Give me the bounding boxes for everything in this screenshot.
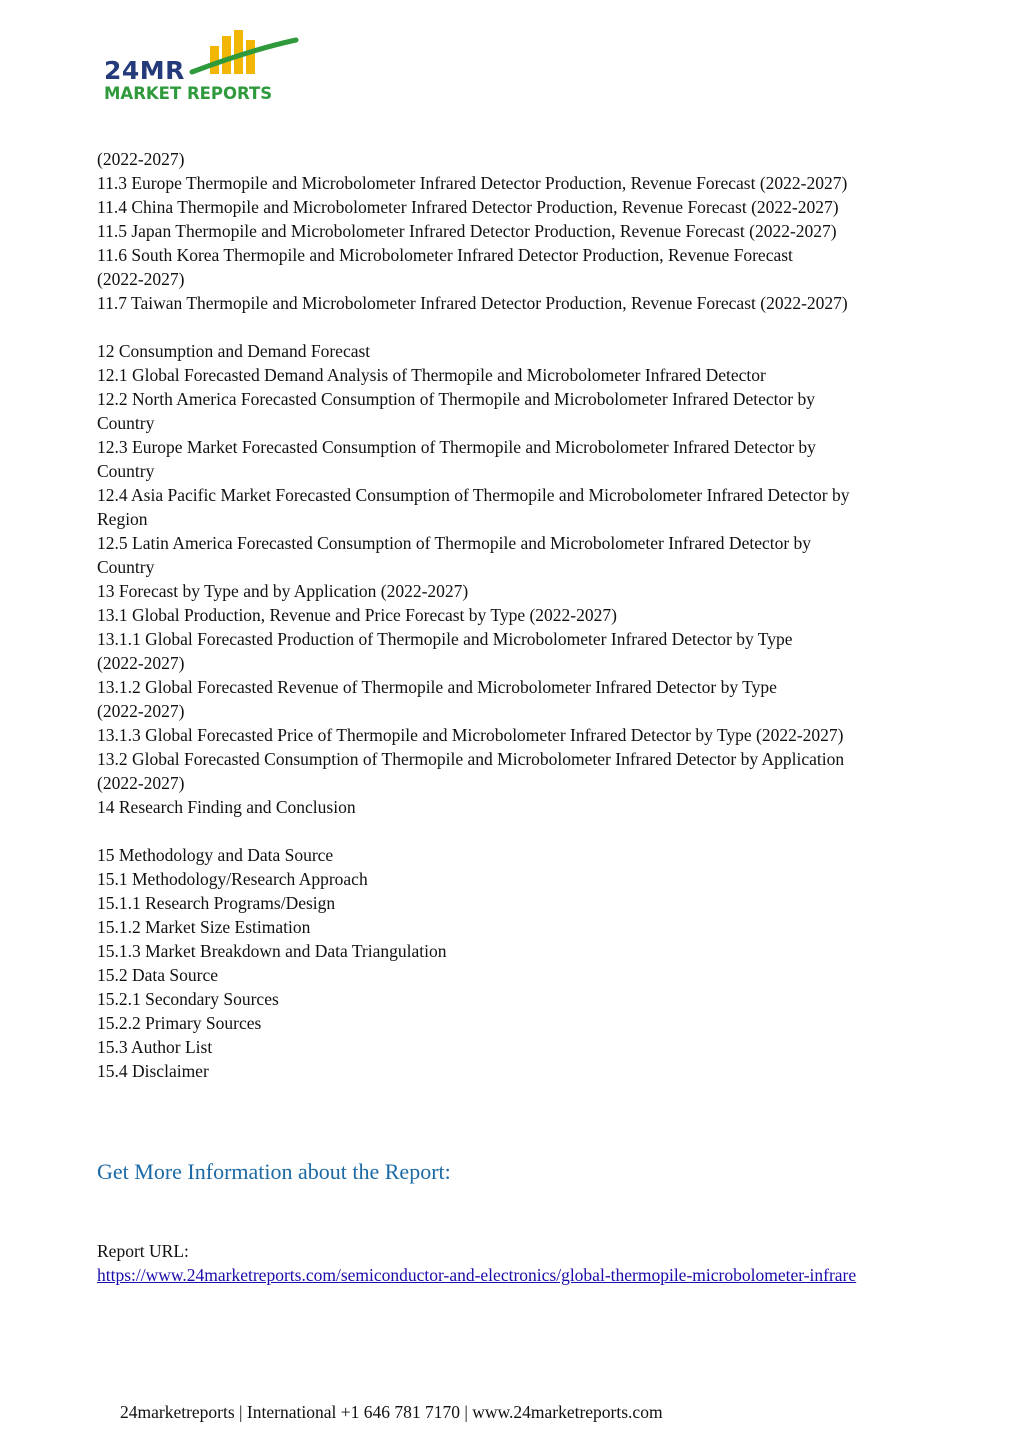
toc-line: 13.1.3 Global Forecasted Price of Thermopile and Microbolometer Infrared Detector by Type (2022-2027) xyxy=(97,725,844,745)
toc-line: (2022-2027) xyxy=(97,653,185,673)
logo-tagline-text: MARKET REPORTS xyxy=(104,84,273,103)
toc-line: (2022-2027) xyxy=(97,773,185,793)
toc-line: 12.1 Global Forecasted Demand Analysis of Thermopile and Microbolometer Infrared Detector xyxy=(97,365,766,385)
toc-line: 13 Forecast by Type and by Application (2022-2027) xyxy=(97,581,469,601)
toc-line: 15.1.2 Market Size Estimation xyxy=(97,917,311,937)
toc-line: 11.6 South Korea Thermopile and Microbolometer Infrared Detector Production, Revenue Forecast xyxy=(97,245,793,265)
toc-line: 15.1.3 Market Breakdown and Data Triangulation xyxy=(97,941,447,961)
toc-line: 13.1 Global Production, Revenue and Price Forecast by Type (2022-2027) xyxy=(97,605,617,625)
toc-line: 15.2.2 Primary Sources xyxy=(97,1013,262,1033)
toc-block xyxy=(97,339,927,819)
toc-line: 15.4 Disclaimer xyxy=(97,1061,209,1081)
report-url-label: Report URL: xyxy=(97,1241,189,1261)
toc-line: 13.2 Global Forecasted Consumption of Thermopile and Microbolometer Infrared Detector by Application xyxy=(97,749,845,769)
toc-line: Country xyxy=(97,557,155,577)
toc-line: 14 Research Finding and Conclusion xyxy=(97,797,356,817)
toc-block xyxy=(97,843,927,1083)
toc-line: 11.3 Europe Thermopile and Microbolometer Infrared Detector Production, Revenue Forecast (2022-2027) xyxy=(97,173,848,193)
toc-block xyxy=(97,147,927,315)
toc-line: Country xyxy=(97,413,155,433)
toc-line: Country xyxy=(97,461,155,481)
logo-brand-text: 24MR xyxy=(104,56,185,85)
table-of-contents xyxy=(97,147,927,1083)
toc-line: 12.4 Asia Pacific Market Forecasted Consumption of Thermopile and Microbolometer Infrared Detector by xyxy=(97,485,850,505)
toc-line: 13.1.1 Global Forecasted Production of Thermopile and Microbolometer Infrared Detector by Type xyxy=(97,629,793,649)
toc-line: 15 Methodology and Data Source xyxy=(97,845,334,865)
toc-line: 15.1 Methodology/Research Approach xyxy=(97,869,368,889)
toc-line: 12.5 Latin America Forecasted Consumption of Thermopile and Microbolometer Infrared Detector by xyxy=(97,533,812,553)
toc-line: (2022-2027) xyxy=(97,269,185,289)
page-footer: 24marketreports | International +1 646 781 7170 | www.24marketreports.com xyxy=(120,1402,663,1422)
toc-line: Region xyxy=(97,509,148,529)
company-logo xyxy=(100,28,306,108)
toc-line: 15.2.1 Secondary Sources xyxy=(97,989,279,1009)
toc-line: 15.1.1 Research Programs/Design xyxy=(97,893,336,913)
toc-line: 15.3 Author List xyxy=(97,1037,213,1057)
toc-line: (2022-2027) xyxy=(97,701,185,721)
toc-line: (2022-2027) xyxy=(97,149,185,169)
toc-line: 11.7 Taiwan Thermopile and Microbolometer Infrared Detector Production, Revenue Forecast (2022-2027) xyxy=(97,293,848,313)
toc-line: 11.5 Japan Thermopile and Microbolometer Infrared Detector Production, Revenue Forecast (2022-2027) xyxy=(97,221,837,241)
toc-line: 15.2 Data Source xyxy=(97,965,219,985)
toc-line: 12.3 Europe Market Forecasted Consumption of Thermopile and Microbolometer Infrared Detector by xyxy=(97,437,816,457)
toc-line: 13.1.2 Global Forecasted Revenue of Thermopile and Microbolometer Infrared Detector by Type xyxy=(97,677,777,697)
toc-line: 11.4 China Thermopile and Microbolometer Infrared Detector Production, Revenue Forecast (2022-2027) xyxy=(97,197,839,217)
toc-line: 12 Consumption and Demand Forecast xyxy=(97,341,371,361)
toc-line: 12.2 North America Forecasted Consumption of Thermopile and Microbolometer Infrared Detector by xyxy=(97,389,815,409)
more-info-heading: Get More Information about the Report: xyxy=(97,1159,451,1184)
report-url-link[interactable]: https://www.24marketreports.com/semiconductor-and-electronics/global-thermopile-microbolometer-infrare xyxy=(97,1265,857,1285)
